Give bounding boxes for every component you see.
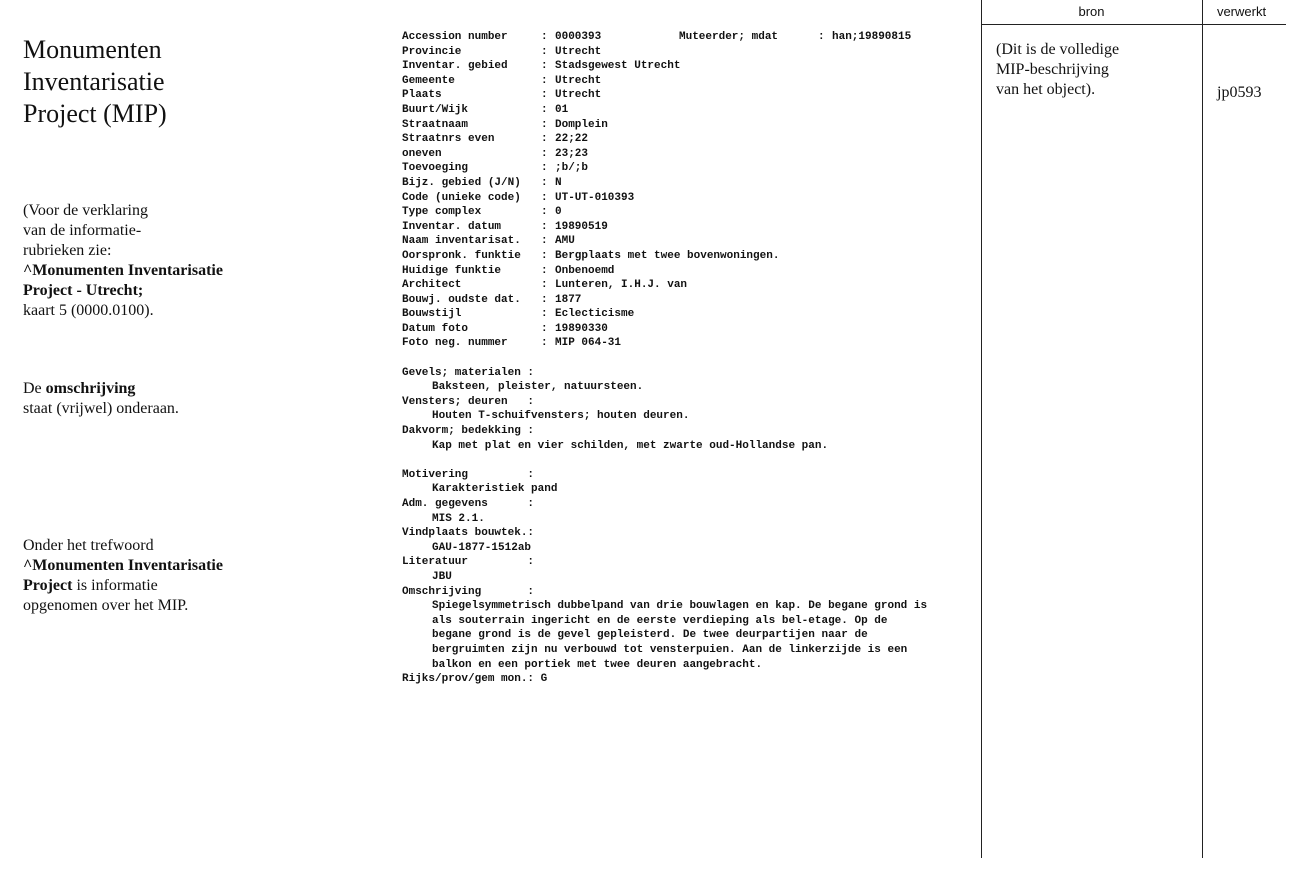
literatuur-value: JBU: [432, 570, 452, 583]
field-label: Inventar. datum: [402, 220, 502, 233]
omschrijving-line: balkon en een portiek met twee deuren aangebracht.: [432, 658, 763, 671]
dakvorm-label: Dakvorm; bedekking :: [402, 425, 535, 438]
field-label: Bijz. gebied (J/N): [402, 176, 521, 189]
field-value: Utrecht: [555, 45, 602, 58]
field-separator: :: [541, 147, 548, 160]
field-separator: :: [541, 176, 548, 189]
keyword-link[interactable]: ^Monumenten Inventarisatie: [23, 557, 223, 574]
note-line: staat (vrijwel) onderaan.: [23, 400, 179, 417]
omschrijving-label: Omschrijving :: [402, 585, 535, 598]
note-line: [23, 379, 323, 399]
omschrijving-line: bergruimten zijn nu verbouwd tot vensterpuien. Aan de linkerzijde is een: [432, 643, 908, 656]
note-line: (Voor de verklaring: [23, 202, 148, 219]
note-line: rubrieken zie:: [23, 242, 112, 259]
field-separator: :: [541, 293, 548, 306]
field-label: Code (unieke code): [402, 191, 521, 204]
field-separator: :: [541, 103, 548, 116]
motivering-value: Karakteristiek pand: [432, 483, 558, 496]
vensters-label: Vensters; deuren :: [402, 395, 535, 408]
gevels-label: Gevels; materialen :: [402, 366, 535, 379]
page-title: [23, 34, 323, 130]
bron-line: van het object).: [996, 81, 1096, 98]
field-separator: :: [541, 74, 548, 87]
field-label: Bouwstijl: [402, 308, 462, 321]
table-divider: [1202, 0, 1203, 858]
field-value: 19890330: [555, 322, 608, 335]
explanation-note: [23, 201, 323, 321]
field-value: Domplein: [555, 118, 608, 131]
vindplaats-label: Vindplaats bouwtek.:: [402, 527, 535, 540]
note-line: kaart 5 (0000.0100).: [23, 302, 154, 319]
field-label: Type complex: [402, 206, 482, 219]
field-label: Architect: [402, 279, 462, 292]
field-separator: :: [541, 206, 548, 219]
rijks-value: G: [540, 673, 548, 686]
literatuur-label: Literatuur :: [402, 556, 535, 569]
record-field-row: [402, 264, 982, 279]
field-separator: :: [541, 45, 548, 58]
record-field-row: [402, 293, 982, 308]
field-value: UT-UT-010393: [555, 191, 635, 204]
record-field-row: [402, 103, 982, 118]
field-value: 1877: [555, 293, 582, 306]
field-separator: :: [541, 308, 548, 321]
field-separator: :: [541, 60, 548, 73]
field-label: Straatnaam: [402, 118, 469, 131]
field-separator: :: [541, 220, 548, 233]
keyword-note: [23, 536, 323, 616]
omschrijving-line: Spiegelsymmetrisch dubbelpand van drie bouwlagen en kap. De begane grond is: [432, 600, 928, 613]
field-value: ;b/;b: [555, 162, 589, 175]
field-value: Utrecht: [555, 89, 602, 102]
motivering-label: Motivering :: [402, 468, 535, 481]
record-field-row: [402, 249, 982, 264]
record-field-row: [402, 191, 982, 206]
field-label: Straatnrs even: [402, 133, 495, 146]
record-field-row: [402, 234, 982, 249]
record-field-row: [402, 118, 982, 133]
gevels-value: Baksteen, pleister, natuursteen.: [432, 381, 644, 394]
record-field-row: [402, 161, 982, 176]
field-value: 0: [555, 206, 562, 219]
mip-record: [402, 30, 982, 687]
record-field-row: [402, 307, 982, 322]
field-separator: :: [541, 162, 548, 175]
bron-cell: [996, 40, 1196, 100]
note-line: [23, 576, 323, 596]
note-text: De: [23, 380, 46, 397]
accession-value: 0000393: [555, 31, 602, 43]
record-field-row: [402, 132, 982, 147]
field-separator: :: [541, 249, 548, 262]
record-field-row: [402, 278, 982, 293]
field-label: Naam inventarisat.: [402, 235, 521, 248]
field-value: Lunteren, I.H.J. van: [555, 279, 688, 292]
omschrijving-line: begane grond is de gevel gepleisterd. De twee deurpartijen naar de: [432, 629, 868, 642]
field-label: Bouwj. oudste dat.: [402, 293, 521, 306]
verwerkt-cell: jp0593: [1217, 84, 1262, 101]
field-separator: :: [541, 191, 548, 204]
field-separator: :: [541, 133, 548, 146]
record-field-row: [402, 176, 982, 191]
field-value: N: [555, 176, 562, 189]
field-separator: :: [541, 89, 548, 102]
record-field-row: [402, 59, 982, 74]
field-value: AMU: [555, 235, 575, 248]
muteerder-label: Muteerder; mdat: [679, 31, 779, 43]
note-bold: omschrijving: [45, 380, 136, 397]
reference-link-cont[interactable]: Project - Utrecht;: [23, 282, 144, 299]
field-label: Gemeente: [402, 74, 455, 87]
record-field-row: [402, 322, 982, 337]
field-value: Stadsgewest Utrecht: [555, 60, 681, 73]
note-line: opgenomen over het MIP.: [23, 597, 189, 614]
field-separator: :: [818, 31, 825, 43]
page-title-line: Inventarisatie: [23, 67, 165, 96]
record-field-row: [402, 45, 982, 60]
muteerder-value: han;19890815: [832, 31, 912, 43]
page-title-line: Monumenten: [23, 35, 162, 64]
reference-link[interactable]: ^Monumenten Inventarisatie: [23, 262, 223, 279]
field-label: Buurt/Wijk: [402, 103, 469, 116]
table-header-rule: [981, 24, 1286, 25]
field-separator: :: [541, 235, 548, 248]
field-value: 22;22: [555, 133, 589, 146]
field-label: Plaats: [402, 89, 442, 102]
column-header-bron: bron: [1078, 4, 1105, 19]
adm-value: MIS 2.1.: [432, 512, 485, 525]
description-note: [23, 379, 323, 419]
field-label: Foto neg. nummer: [402, 337, 508, 350]
field-separator: :: [541, 31, 548, 43]
note-line: Onder het trefwoord: [23, 537, 154, 554]
record-field-row: [402, 220, 982, 235]
field-value: Utrecht: [555, 74, 602, 87]
adm-label: Adm. gegevens :: [402, 498, 535, 510]
field-separator: :: [541, 322, 548, 335]
column-header-verwerkt: verwerkt: [1216, 4, 1267, 19]
field-value: MIP 064-31: [555, 337, 622, 350]
omschrijving-line: als souterrain ingericht en de eerste verdieping als bel-etage. Op de: [432, 614, 888, 627]
spacer: [402, 351, 982, 366]
field-value: Bergplaats met twee bovenwoningen.: [555, 249, 780, 262]
field-label: oneven: [402, 147, 442, 160]
record-header-line: [402, 30, 982, 45]
field-value: Eclecticisme: [555, 308, 635, 321]
record-field-row: [402, 74, 982, 89]
field-label: Huidige funktie: [402, 264, 502, 277]
bron-line: MIP-beschrijving: [996, 61, 1109, 78]
page-title-line: Project (MIP): [23, 99, 167, 128]
keyword-link-cont[interactable]: Project: [23, 577, 73, 594]
field-label: Provincie: [402, 45, 462, 58]
dakvorm-value: Kap met plat en vier schilden, met zwarte oud-Hollandse pan.: [432, 439, 829, 452]
record-field-row: [402, 147, 982, 162]
record-field-row: [402, 88, 982, 103]
spacer: [402, 453, 982, 468]
field-value: 01: [555, 103, 569, 116]
record-field-row: [402, 205, 982, 220]
record-field-row: [402, 336, 982, 351]
rijks-line: [402, 672, 982, 687]
vensters-value: Houten T-schuifvensters; houten deuren.: [432, 410, 690, 423]
note-line: van de informatie-: [23, 222, 142, 239]
field-separator: :: [541, 279, 548, 292]
field-value: 23;23: [555, 147, 589, 160]
rijks-label: Rijks/prov/gem mon.:: [402, 673, 535, 686]
field-separator: :: [541, 264, 548, 277]
field-value: 19890519: [555, 220, 608, 233]
field-label: Datum foto: [402, 322, 469, 335]
note-text: is informatie: [72, 577, 158, 594]
source-table: [980, 0, 1300, 858]
table-divider: [981, 0, 982, 858]
field-value: Onbenoemd: [555, 264, 615, 277]
field-separator: :: [541, 337, 548, 350]
field-separator: :: [541, 118, 548, 131]
bron-line: (Dit is de volledige: [996, 41, 1120, 58]
field-label: Toevoeging: [402, 162, 469, 175]
accession-label: Accession number: [402, 31, 508, 43]
record-field-list: [402, 45, 982, 351]
field-label: Inventar. gebied: [402, 60, 508, 73]
field-label: Oorspronk. funktie: [402, 249, 521, 262]
vindplaats-value: GAU-1877-1512ab: [432, 541, 532, 554]
